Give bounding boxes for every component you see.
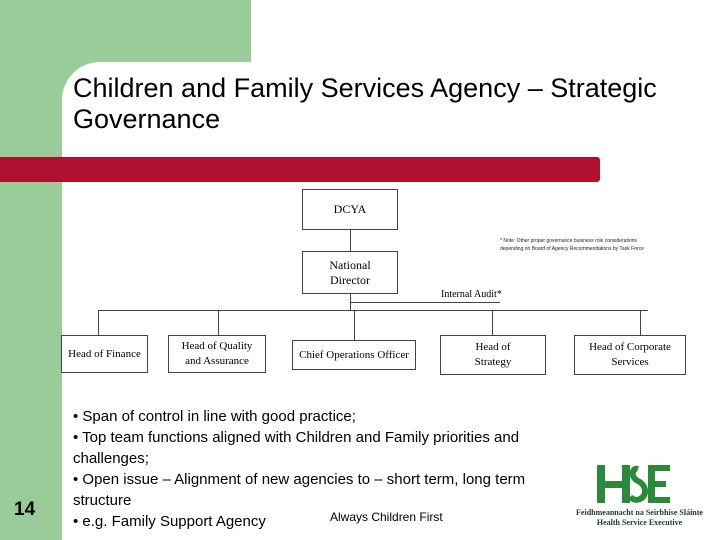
- governance-note: * Note: Other proper governance business role considerations depending on Board of Agency Recommendations by Task Force: [500, 238, 644, 252]
- national-director-box: National Director: [302, 251, 398, 294]
- head-of-finance-box: Head of Finance: [61, 335, 148, 373]
- bullet-item: • Span of control in line with good practice;: [73, 408, 356, 425]
- logo-text-english: Health Service Executive: [596, 518, 683, 527]
- bullet-item: challenges;: [73, 450, 149, 467]
- slide-title: Children and Family Services Agency – Strategic Governance: [73, 73, 657, 134]
- connector-dcya-director: [350, 229, 351, 251]
- connector-horizontal: [98, 310, 648, 311]
- bullet-item: structure: [73, 492, 132, 509]
- connector-finance: [98, 310, 99, 335]
- logo-text-irish: Feidhmeannacht na Seirbhíse Sláinte: [576, 508, 703, 517]
- head-of-strategy-box: Head of Strategy: [440, 335, 546, 375]
- footer-tagline: Always Children First: [330, 510, 443, 524]
- bullet-list: [73, 406, 573, 532]
- connector-audit: [350, 302, 500, 303]
- internal-audit-label: Internal Audit*: [441, 289, 502, 300]
- bullet-item: • e.g. Family Support Agency: [73, 513, 266, 530]
- head-of-quality-box: Head of Quality and Assurance: [168, 335, 266, 373]
- connector-coo: [354, 310, 355, 340]
- connector-strategy: [492, 310, 493, 335]
- connector-corporate: [640, 310, 641, 335]
- connector-quality: [218, 310, 219, 335]
- bullet-item: • Top team functions aligned with Children and Family priorities and: [73, 429, 520, 446]
- page-number: 14: [14, 499, 36, 520]
- bullet-item: • Open issue – Alignment of new agencies to – short term, long term: [73, 471, 526, 488]
- accent-bar: [0, 157, 600, 182]
- chief-operations-officer-box: Chief Operations Officer: [292, 340, 416, 370]
- head-of-corporate-services-box: Head of Corporate Services: [574, 335, 686, 375]
- green-side-band: [0, 0, 62, 540]
- dcya-box: DCYA: [302, 189, 398, 230]
